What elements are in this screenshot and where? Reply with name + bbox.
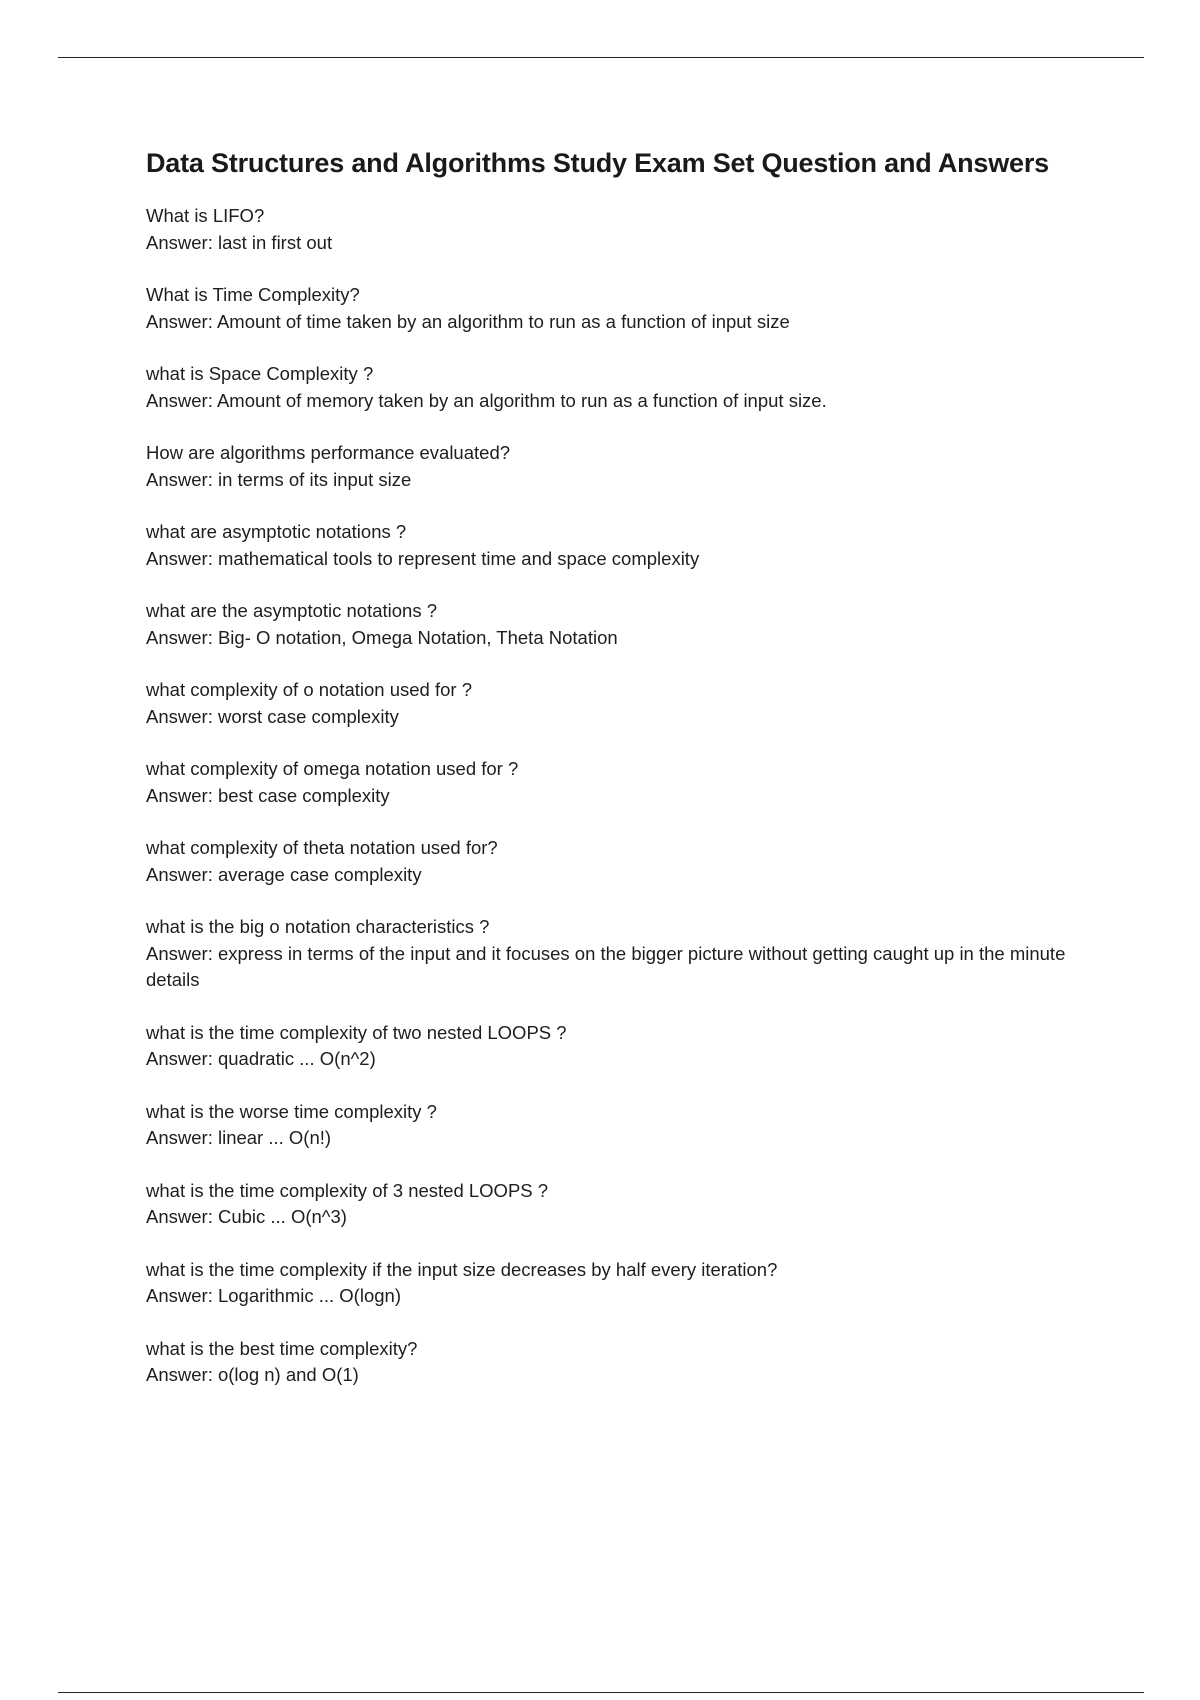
question: what complexity of theta notation used for? xyxy=(146,837,498,858)
question: what are asymptotic notations ? xyxy=(146,521,407,542)
qa-item xyxy=(146,282,1096,335)
answer: Answer: average case complexity xyxy=(146,863,422,885)
answer: Answer: mathematical tools to represent time and space complexity xyxy=(146,547,700,569)
question: What is Time Complexity? xyxy=(146,284,360,305)
qa-item xyxy=(146,598,1096,651)
answer: Answer: quadratic ... O(n^2) xyxy=(146,1048,376,1069)
question: what are the asymptotic notations ? xyxy=(146,600,438,621)
question: what complexity of o notation used for ? xyxy=(146,679,472,700)
question: what is the time complexity of 3 nested LOOPS ? xyxy=(146,1179,549,1201)
question: what is the time complexity of two nested LOOPS ? xyxy=(146,1021,567,1043)
question: what is the big o notation characteristics ? xyxy=(146,916,490,937)
qa-item xyxy=(146,1178,1096,1231)
qa-item xyxy=(146,1257,1096,1310)
question: what complexity of omega notation used for ? xyxy=(146,758,519,779)
answer: Answer: last in first out xyxy=(146,231,333,253)
qa-item xyxy=(146,203,1096,256)
qa-item xyxy=(146,440,1096,493)
answer: Answer: express in terms of the input and it focuses on the bigger picture without getting caught up in the minute details xyxy=(146,942,1066,990)
qa-item xyxy=(146,361,1096,414)
answer: Answer: worst case complexity xyxy=(146,705,399,727)
answer: Answer: Amount of memory taken by an algorithm to run as a function of input size. xyxy=(146,389,827,411)
qa-item xyxy=(146,1020,1096,1073)
qa-item xyxy=(146,756,1096,809)
question: what is the worse time complexity ? xyxy=(146,1100,437,1122)
question: How are algorithms performance evaluated? xyxy=(146,442,511,463)
qa-item xyxy=(146,677,1096,730)
question: what is the best time complexity? xyxy=(146,1337,418,1359)
top-rule xyxy=(58,57,1144,58)
question: what is the time complexity if the input size decreases by half every iteration? xyxy=(146,1258,778,1280)
question: What is LIFO? xyxy=(146,205,265,226)
qa-item xyxy=(146,914,1096,994)
answer: Answer: Cubic ... O(n^3) xyxy=(146,1206,347,1227)
qa-item xyxy=(146,519,1096,572)
document-title: Data Structures and Algorithms Study Exam Set Question and Answers xyxy=(146,148,1049,178)
document-body xyxy=(146,146,1096,1415)
qa-item xyxy=(146,1099,1096,1152)
answer: Answer: best case complexity xyxy=(146,784,390,806)
question: what is Space Complexity ? xyxy=(146,363,374,384)
answer: Answer: linear ... O(n!) xyxy=(146,1127,332,1148)
answer: Answer: o(log n) and O(1) xyxy=(146,1364,359,1385)
answer: Answer: Amount of time taken by an algorithm to run as a function of input size xyxy=(146,310,790,332)
bottom-rule xyxy=(58,1692,1144,1693)
answer: Answer: in terms of its input size xyxy=(146,468,412,490)
answer: Answer: Big- O notation, Omega Notation, Theta Notation xyxy=(146,626,618,648)
qa-item xyxy=(146,835,1096,888)
answer: Answer: Logarithmic ... O(logn) xyxy=(146,1285,401,1306)
qa-item xyxy=(146,1336,1096,1389)
